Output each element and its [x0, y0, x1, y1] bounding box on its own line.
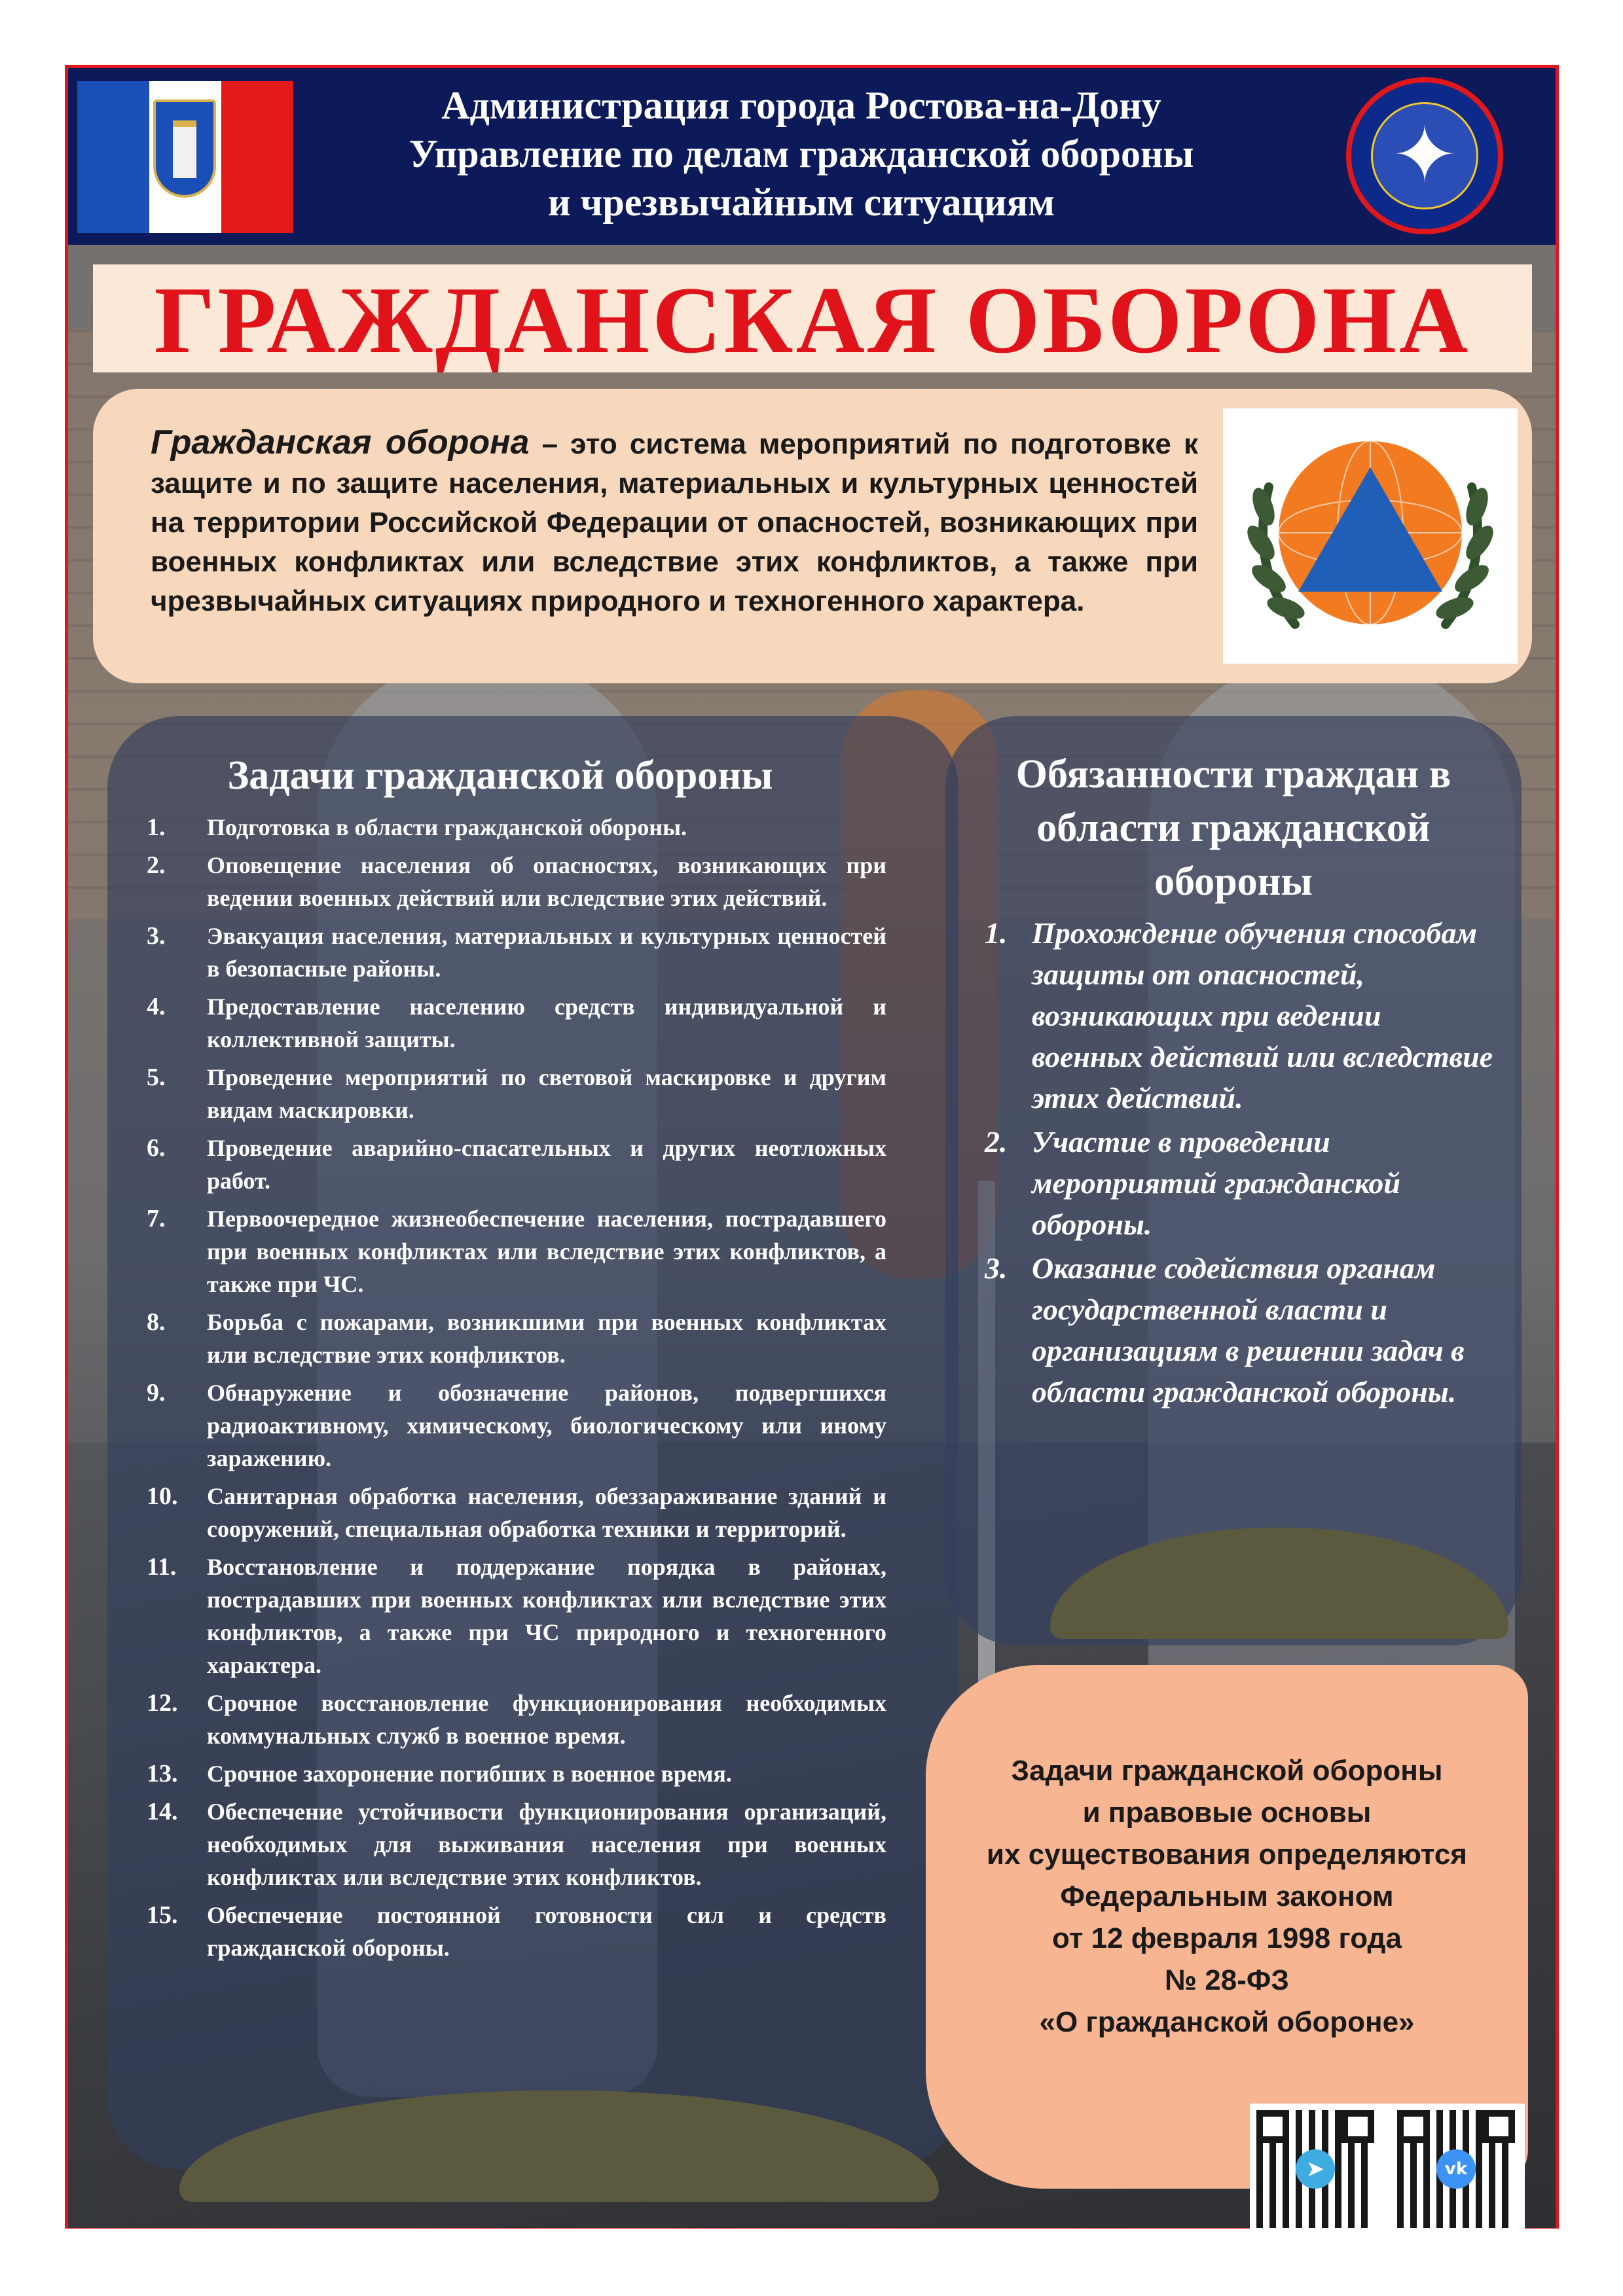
list-item-number: 12.: [147, 1689, 178, 1717]
list-item-number: 2.: [985, 1125, 1008, 1158]
tasks-title: Задачи гражданской обороны: [227, 753, 773, 798]
list-item-text: Обеспечение устойчивости функционирования организаций, необходимых для выживания населения при военных конфликтах или вследствие этих конфликтов.: [207, 1799, 886, 1890]
law-line-4: Федеральным законом: [1060, 1880, 1394, 1912]
list-item: [147, 1132, 886, 1197]
list-item: [147, 1376, 886, 1475]
list-item: [147, 1687, 886, 1752]
law-text: [952, 1750, 1502, 2043]
list-item-number: 7.: [147, 1205, 166, 1232]
duties-list: [985, 912, 1495, 1415]
qr-caption-line-2: г. Ростова-на-Дону: [1332, 2259, 1456, 2275]
list-item-text: Эвакуация населения, материальных и культурных ценностей в безопасные районы.: [207, 923, 886, 982]
list-item-number: 4.: [147, 993, 166, 1020]
list-item: [147, 1795, 886, 1893]
list-item-number: 13.: [147, 1760, 178, 1787]
list-item-number: 3.: [985, 1251, 1008, 1285]
duties-title: Обязанности граждан в области гражданской обороны: [1015, 752, 1451, 904]
header-text: [304, 81, 1299, 226]
law-line-7: «О гражданской обороне»: [1039, 2006, 1415, 2038]
list-item: [147, 1480, 886, 1545]
poster-frame: [65, 65, 1559, 2275]
list-item: [147, 990, 886, 1056]
law-line-2: и правовые основы: [1082, 1797, 1372, 1829]
list-item-text: Обнаружение и обозначение районов, подвергшихся радиоактивному, химическому, биологическому или иному заражению.: [207, 1380, 886, 1471]
list-item: [985, 1121, 1495, 1245]
title-banner: [93, 264, 1532, 372]
header-line-3: и чрезвычайным ситуациям: [547, 181, 1055, 224]
list-item-number: 3.: [147, 922, 166, 950]
list-item-text: Первоочередное жизнеобеспечение населения, пострадавшего при военных конфликтах или вследствие этих конфликтов, а также при ЧС.: [207, 1206, 886, 1297]
telegram-icon: ➤: [1296, 2149, 1335, 2189]
definition-panel: [93, 389, 1532, 683]
list-item-number: 6.: [147, 1134, 166, 1162]
vk-icon: vk: [1436, 2149, 1476, 2189]
list-item: [985, 1247, 1495, 1412]
list-item-number: 1.: [147, 814, 166, 841]
list-item: [985, 912, 1495, 1119]
law-line-5: от 12 февраля 1998 года: [1052, 1922, 1402, 1954]
list-item-number: 9.: [147, 1379, 166, 1407]
law-line-6: № 28-ФЗ: [1165, 1964, 1289, 1996]
list-item-text: Срочное захоронение погибших в военное время.: [207, 1761, 732, 1787]
rostov-flag-icon: [77, 81, 293, 233]
law-line-3: их существования определяются: [987, 1839, 1467, 1871]
vk-qr-code[interactable]: [1397, 2110, 1515, 2228]
list-item-text: Прохождение обучения способам защиты от опасностей, возникающих при ведении военных действий или вследствие этих действий.: [1032, 916, 1493, 1115]
list-item: [147, 849, 886, 914]
duties-panel: [945, 716, 1522, 1645]
list-item-number: 5.: [147, 1064, 166, 1091]
list-item: [147, 1899, 886, 1964]
list-item-number: 2.: [147, 852, 166, 879]
list-item-number: 11.: [147, 1553, 177, 1581]
list-item-text: Санитарная обработка населения, обеззараживание зданий и сооружений, специальная обработка техники и территорий.: [207, 1483, 886, 1542]
qr-codes-box: [1250, 2104, 1525, 2234]
list-item-text: Участие в проведении мероприятий гражданской обороны.: [1032, 1125, 1400, 1241]
list-item-text: Борьба с пожарами, возникшими при военных конфликтах или вследствие этих конфликтов.: [207, 1309, 886, 1368]
header-line-1: Администрация города Ростова-на-Дону: [441, 84, 1161, 127]
list-item-text: Обеспечение постоянной готовности сил и средств гражданской обороны.: [207, 1902, 886, 1961]
list-item: [147, 1551, 886, 1681]
list-item-text: Предоставление населению средств индивидуальной и коллективной защиты.: [207, 994, 886, 1052]
header-banner: [68, 68, 1556, 245]
definition-text: [151, 423, 1198, 621]
list-item-text: Оповещение населения об опасностях, возникающих при ведении военных действий или вследствие этих действий.: [207, 852, 886, 911]
qr-caption-line-1: Управление по делам ГО и ЧС: [1291, 2239, 1497, 2255]
list-item-number: 15.: [147, 1901, 178, 1929]
page-title: ГРАЖДАНСКАЯ ОБОРОНА: [154, 267, 1471, 373]
telegram-qr-code[interactable]: [1256, 2110, 1374, 2228]
list-item-text: Оказание содействия органам государственной власти и организациям в решении задач в области гражданской обороны.: [1032, 1251, 1465, 1408]
list-item-text: Проведение мероприятий по световой маскировке и другим видам маскировки.: [207, 1064, 886, 1123]
list-item-text: Подготовка в области гражданской обороны.: [207, 814, 687, 840]
qr-caption: [1269, 2238, 1518, 2277]
tasks-panel: [107, 716, 958, 2169]
list-item-number: 8.: [147, 1308, 166, 1336]
list-item-text: Восстановление и поддержание порядка в районах, пострадавших при военных конфликтах или вследствие этих конфликтов, а также при ЧС природного и техногенного характера.: [207, 1554, 886, 1678]
tasks-list: [147, 811, 886, 1969]
emergency-service-emblem-icon: [1346, 77, 1503, 234]
list-item: [147, 811, 886, 844]
list-item: [147, 1306, 886, 1371]
header-line-2: Управление по делам гражданской обороны: [409, 132, 1194, 175]
list-item: [147, 1757, 886, 1790]
compass-star-icon: ✦: [1391, 110, 1458, 201]
definition-body: – это система мероприятий по подготовке к защите и по защите населения, материальных и культурных ценностей на территории Российской Федерации от опасностей, возникающих при военных конфликтах или вследствие этих конфликтов, а также при чрезвычайных ситуациях природного и техногенного характера.: [151, 428, 1199, 617]
list-item-text: Срочное восстановление функционирования необходимых коммунальных служб в военное время.: [207, 1690, 886, 1749]
list-item: [147, 1202, 886, 1300]
list-item: [147, 920, 886, 985]
list-item-number: 10.: [147, 1482, 178, 1510]
law-line-1: Задачи гражданской обороны: [1011, 1755, 1443, 1787]
list-item-number: 1.: [985, 916, 1008, 950]
list-item-number: 14.: [147, 1798, 178, 1825]
list-item: [147, 1061, 886, 1126]
definition-lead: Гражданская оборона: [151, 423, 530, 461]
civil-defense-emblem-icon: [1223, 408, 1518, 664]
list-item-text: Проведение аварийно-спасательных и других неотложных работ.: [207, 1135, 886, 1194]
coat-of-arms-icon: [153, 99, 216, 198]
